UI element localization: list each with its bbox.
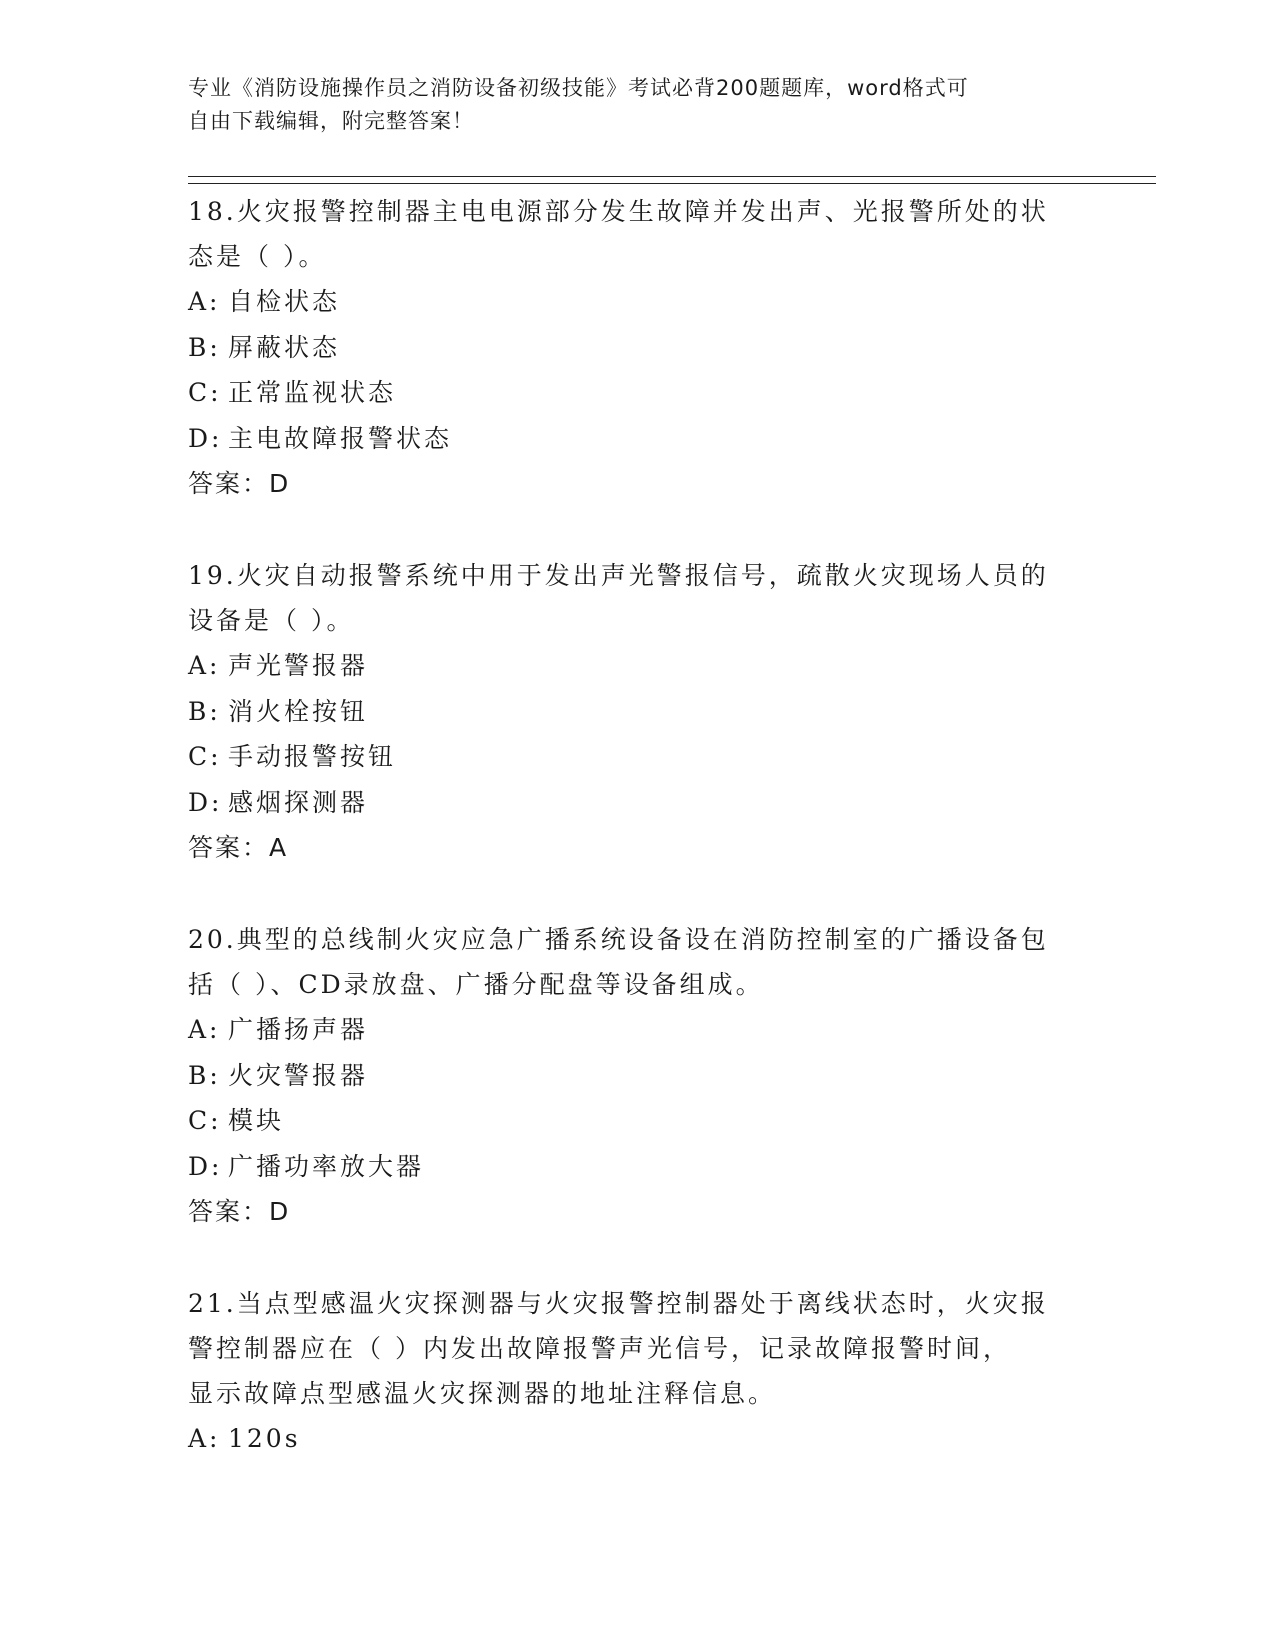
header-divider-bottom [188, 183, 1156, 184]
option-text: 火灾警报器 [228, 1060, 369, 1090]
stem-line: 18.火灾报警控制器主电电源部分发生故障并发出声、光报警所处的状 [188, 197, 1049, 226]
option-text: 手动报警按钮 [228, 742, 397, 771]
stem-line: 警控制器应在（ ）内发出故障报警声光信号，记录故障报警时间， [188, 1334, 1011, 1363]
option-c [188, 734, 1068, 780]
option-a [188, 279, 1068, 325]
header-line-2: 自由下载编辑，附完整答案！ [188, 109, 474, 133]
option-key: D: [188, 1151, 223, 1181]
option-a [188, 1416, 1068, 1462]
stem-line: 21.当点型感温火灾探测器与火灾报警控制器处于离线状态时，火灾报 [188, 1289, 1049, 1318]
option-text: 广播扬声器 [228, 1015, 369, 1044]
option-key: C: [188, 1106, 222, 1135]
question-stem [188, 917, 1068, 1007]
answer-line: 答案：D [188, 469, 291, 498]
option-text: 自检状态 [228, 287, 341, 316]
stem-line: 括（ ）、CD录放盘、广播分配盘等设备组成。 [188, 970, 764, 999]
stem-line: 20.典型的总线制火灾应急广播系统设备设在消防控制室的广播设备包 [188, 925, 1049, 954]
option-text: 感烟探测器 [228, 787, 369, 817]
option-key: D: [188, 787, 223, 817]
option-text: 120s [228, 1424, 301, 1453]
option-text: 主电故障报警状态 [228, 423, 453, 453]
question-stem [188, 1281, 1068, 1416]
question-stem [188, 189, 1068, 279]
answer-line: 答案：A [188, 833, 289, 862]
document-header [188, 72, 1068, 138]
option-d [188, 1144, 1068, 1190]
question-20 [188, 917, 1068, 1234]
question-19 [188, 553, 1068, 870]
header-divider-top [188, 176, 1156, 177]
option-b [188, 689, 1068, 735]
option-key: D: [188, 423, 223, 453]
option-key: A: [188, 1424, 221, 1453]
stem-line: 态是（ ）。 [188, 242, 327, 271]
option-key: A: [188, 651, 221, 680]
option-text: 模块 [228, 1106, 285, 1135]
option-d [188, 416, 1068, 462]
option-a [188, 643, 1068, 689]
stem-line: 显示故障点型感温火灾探测器的地址注释信息。 [188, 1379, 777, 1408]
stem-line: 设备是（ ）。 [188, 606, 355, 635]
option-text: 正常监视状态 [228, 378, 397, 407]
option-key: B: [188, 696, 221, 726]
option-text: 声光警报器 [228, 651, 369, 680]
option-a [188, 1007, 1068, 1053]
option-text: 广播功率放大器 [228, 1151, 425, 1181]
option-key: A: [188, 287, 221, 316]
option-key: A: [188, 1015, 221, 1044]
option-key: B: [188, 1060, 221, 1090]
option-b [188, 1053, 1068, 1099]
answer-line: 答案：D [188, 1197, 291, 1226]
stem-line: 19.火灾自动报警系统中用于发出声光警报信号，疏散火灾现场人员的 [188, 561, 1049, 590]
option-d [188, 780, 1068, 826]
question-21 [188, 1281, 1068, 1462]
question-stem [188, 553, 1068, 643]
header-line-1: 专业《消防设施操作员之消防设备初级技能》考试必背200题题库，word格式可 [188, 76, 969, 100]
option-text: 屏蔽状态 [228, 332, 341, 362]
option-text: 消火栓按钮 [228, 696, 369, 726]
option-c [188, 370, 1068, 416]
option-key: C: [188, 742, 222, 771]
option-b [188, 325, 1068, 371]
option-c [188, 1098, 1068, 1144]
option-key: B: [188, 332, 221, 362]
question-18 [188, 189, 1068, 506]
option-key: C: [188, 378, 222, 407]
